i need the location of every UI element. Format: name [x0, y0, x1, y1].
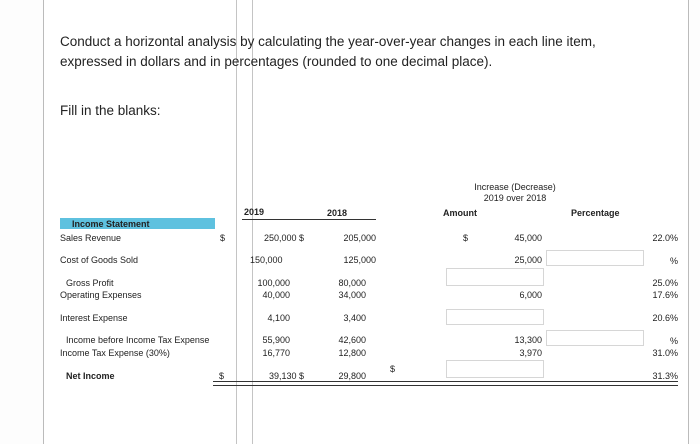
- value-2018: 125,000: [343, 255, 376, 265]
- row-label-operating-expenses: Operating Expenses: [60, 290, 142, 300]
- instructions-text: Conduct a horizontal analysis by calculating the year-over-year changes in each line item, expressed in dollars and in percentages (rounded to one decimal place).: [60, 34, 596, 69]
- amount-dollar-sign: $: [463, 233, 469, 243]
- change-header-subtitle: 2019 over 2018: [483, 193, 547, 203]
- dollar-sign: $: [220, 233, 226, 243]
- row-label-cogs: Cost of Goods Sold: [60, 255, 139, 265]
- amount-value: 45,000: [514, 233, 542, 243]
- percent-value: 31.0%: [652, 348, 678, 358]
- value-2018: 29,800: [338, 371, 366, 381]
- percent-suffix: %: [669, 256, 678, 266]
- value-2019: 16,770: [262, 348, 290, 358]
- percent-value: 25.0%: [652, 278, 678, 288]
- percent-suffix: %: [669, 336, 678, 346]
- amount-dollar-sign: $: [390, 364, 396, 374]
- percent-value: 17.6%: [652, 290, 678, 300]
- value-2018: 42,600: [338, 335, 366, 345]
- value-2019: 4,100: [267, 313, 290, 323]
- column-header-2018: 2018: [327, 208, 348, 218]
- amount-input-blank[interactable]: [446, 360, 544, 378]
- row-label-gross-profit: Gross Profit: [66, 278, 114, 288]
- value-2018: 205,000: [343, 233, 376, 243]
- total-double-underline: [213, 381, 678, 386]
- amount-value: 6,000: [519, 290, 542, 300]
- value-2019: 55,900: [262, 335, 290, 345]
- value-2018: 80,000: [338, 278, 366, 288]
- amount-value: 25,000: [514, 255, 542, 265]
- value-2019: 150,000: [250, 255, 283, 265]
- statement-title: Income Statement: [72, 219, 150, 229]
- value-2019: 250,000 $: [263, 233, 304, 243]
- header-underline: [242, 219, 376, 220]
- column-header-2019: 2019: [244, 207, 265, 217]
- row-label-income-before-tax: Income before Income Tax Expense: [66, 335, 210, 345]
- row-label-net-income: Net Income: [66, 371, 115, 381]
- column-header-percentage: Percentage: [571, 208, 620, 218]
- percent-value: 20.6%: [652, 313, 678, 323]
- value-2018: 12,800: [338, 348, 366, 358]
- fill-in-prompt: Fill in the blanks:: [60, 103, 161, 118]
- amount-value: 13,300: [514, 335, 542, 345]
- value-2019: 40,000: [262, 290, 290, 300]
- amount-input-blank[interactable]: [446, 268, 544, 286]
- value-2018: 34,000: [338, 290, 366, 300]
- value-2018: 3,400: [343, 313, 366, 323]
- row-label-sales-revenue: Sales Revenue: [60, 233, 122, 243]
- amount-input-blank[interactable]: [446, 309, 544, 325]
- value-2019: 39,130 $: [268, 371, 304, 381]
- row-label-interest-expense: Interest Expense: [60, 313, 128, 323]
- value-2019: 100,000: [257, 278, 290, 288]
- percent-value: 31.3%: [652, 371, 678, 381]
- percent-value: 22.0%: [652, 233, 678, 243]
- row-label-income-tax-expense: Income Tax Expense (30%): [60, 348, 170, 358]
- amount-value: 3,970: [519, 348, 542, 358]
- dollar-sign: $: [219, 371, 225, 381]
- change-header-title: Increase (Decrease): [474, 182, 556, 192]
- column-header-amount: Amount: [443, 208, 477, 218]
